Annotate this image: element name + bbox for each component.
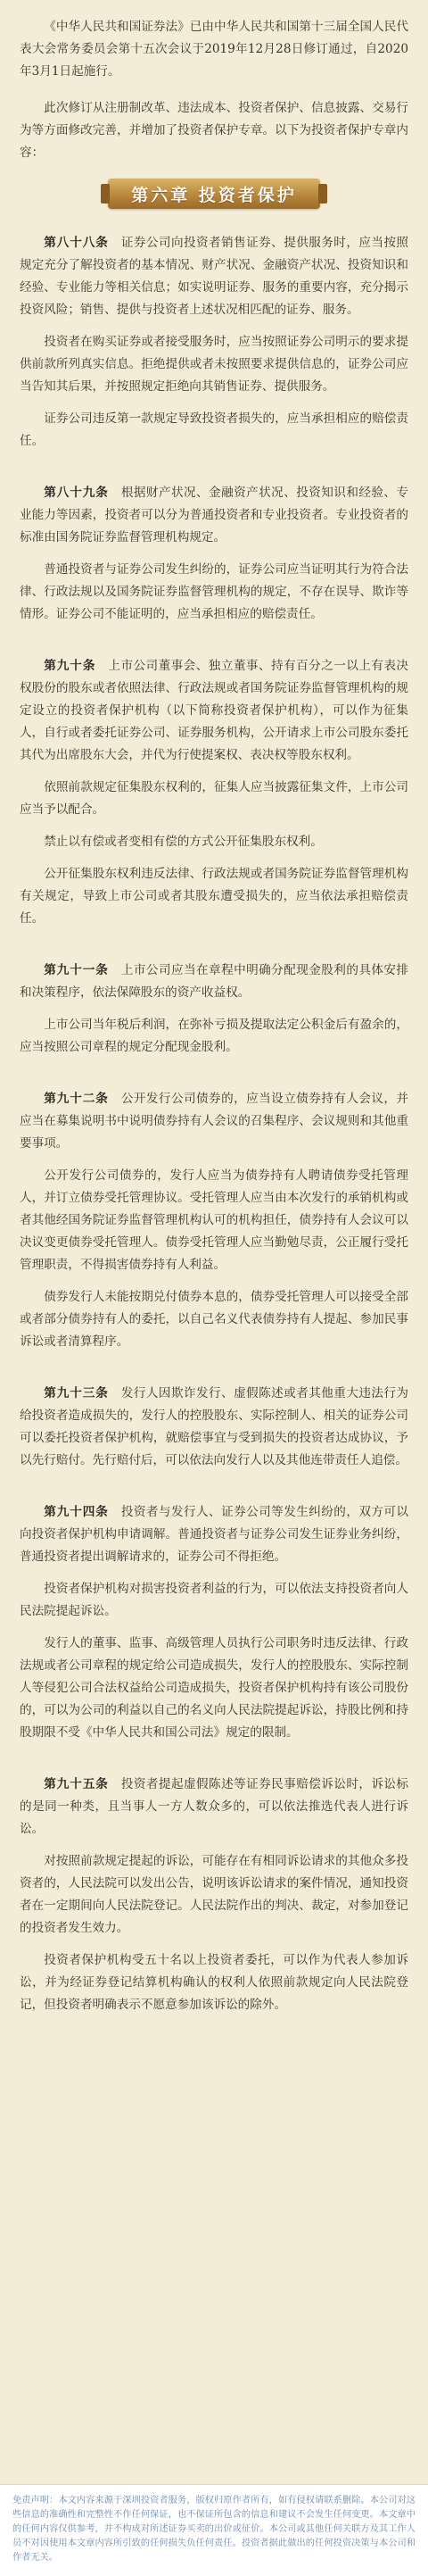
article-94-label: 第九十四条 xyxy=(44,1505,109,1519)
article-92-text-1: 公开发行公司债券的，应当设立债券持有人会议，并应当在募集说明书中说明债券持有人会议的召集程序、会议规则和其他重要事项。 xyxy=(20,1092,409,1151)
article-89-text-1: 根据财产状况、金融资产状况、投资知识和经验、专业能力等因素，投资者可以分为普通投资者和专业投资者。专业投资者的标准由国务院证券监督管理机构规定。 xyxy=(20,486,409,544)
section-gap xyxy=(20,462,408,482)
article-90-p1 xyxy=(20,655,408,767)
article-90-label: 第九十条 xyxy=(44,659,96,673)
article-90-p3: 禁止以有偿或者变相有偿的方式公开征集股东权利。 xyxy=(44,835,323,849)
article-91-text-1: 上市公司应当在章程中明确分配现金股利的具体安排和决策程序，依法保障股东的资产收益权。 xyxy=(20,963,409,1000)
article-93-p1 xyxy=(20,1383,408,1472)
article-95-label: 第九十五条 xyxy=(44,1777,109,1791)
article-93-label: 第九十三条 xyxy=(44,1386,109,1400)
article-91-p1 xyxy=(20,960,408,1004)
article-89-label: 第八十九条 xyxy=(44,486,109,500)
article-88-p1 xyxy=(20,232,408,321)
article-95-p1 xyxy=(20,1774,408,1841)
article-89-p1 xyxy=(20,482,408,549)
article-91-p2: 上市公司当年税后利润，在弥补亏损及提取法定公积金后有盈余的，应当按照公司章程的规定分配现金股利。 xyxy=(20,1018,408,1054)
disclaimer-text: 免责声明：本文内容来源于深圳投资者服务，版权归原作者所有，如有侵权请联系删除。本公司对这些信息的准确性和完整性不作任何保证，也不保证所包含的信息和建议不会发生任何变更。本文章中的任何内容仅供参考，并不构成对所述证券买卖的出价或征价。本公司或其他任何关联方及其工作人员不对因使用本文章内容所引致的任何损失负任何责任。投资者据此做出的任何投资决策与本公司和作者无关。 xyxy=(12,2496,416,2563)
section-gap xyxy=(20,1068,408,1088)
article-88-p3: 证券公司违反第一款规定导致投资者损失的，应当承担相应的赔偿责任。 xyxy=(20,411,408,448)
article-90-p2: 依照前款规定征集股东权利的，征集人应当披露征集文件，上市公司应当予以配合。 xyxy=(20,780,408,817)
article-89-p2: 普通投资者与证券公司发生纠纷的，证券公司应当证明其行为符合法律、行政法规以及国务院证券监督管理机构的规定，不存在误导、欺诈等情形。证券公司不能证明的，应当承担相应的赔偿责任。 xyxy=(20,562,408,621)
article-88-p2: 投资者在购买证券或者接受服务时，应当按照证券公司明示的要求提供前款所列真实信息。拒绝提供或者未按照要求提供信息的，证券公司应当告知其后果，并按照规定拒绝向其销售证券、提供服务。 xyxy=(20,335,408,394)
article-93-text-1: 发行人因欺诈发行、虚假陈述或者其他重大违法行为给投资者造成损失的，发行人的控股股东、实际控制人、相关的证券公司可以委托投资者保护机构，就赔偿事宜与受到损失的投资者达成协议，予以先行赔付。先行赔付后，可以依法向发行人以及其他连带责任人追偿。 xyxy=(20,1386,409,1467)
article-92-p3: 债券发行人未能按期兑付债券本息的，债券受托管理人可以接受全部或者部分债券持有人的委托，以自己名义代表债券持有人提起、参加民事诉讼或者清算程序。 xyxy=(20,1290,408,1349)
article-91-label: 第九十一条 xyxy=(44,963,109,977)
chapter-banner-title: 第六章 投资者保护 xyxy=(131,185,297,205)
article-88-label: 第八十八条 xyxy=(44,236,109,250)
article-95-p2: 对按照前款规定提起的诉讼，可能存在有相同诉讼请求的其他众多投资者的，人民法院可以发出公告，说明该诉讼请求的案件情况，通知投资者在一定期间向人民法院登记。人民法院作出的判决、裁定，对参加登记的投资者发生效力。 xyxy=(20,1854,408,1935)
section-gap xyxy=(20,1754,408,1774)
article-92-p2: 公开发行公司债券的，发行人应当为债券持有人聘请债券受托管理人，并订立债券受托管理协议。受托管理人应当由本次发行的承销机构或者其他经国务院证券监督管理机构认可的机构担任，债券持有人会议可以决议变更债券受托管理人。债券受托管理人应当勤勉尽责，公正履行受托管理职责，不得损害债券持有人利益。 xyxy=(20,1168,408,1272)
chapter-banner-wrap xyxy=(20,179,408,209)
article-95-p3: 投资者保护机构受五十名以上投资者委托，可以作为代表人参加诉讼，并为经证券登记结算机构确认的权利人依照前款规定向人民法院登记，但投资者明确表示不愿意参加该诉讼的除外。 xyxy=(20,1953,408,2012)
article-94-p2: 投资者保护机构对损害投资者利益的行为，可以依法支持投资者向人民法院提起诉讼。 xyxy=(20,1582,408,1618)
article-94-text-1: 投资者与发行人、证券公司等发生纠纷的，双方可以向投资者保护机构申请调解。普通投资者与证券公司发生证券业务纠纷，普通投资者提出调解请求的，证券公司不得拒绝。 xyxy=(20,1505,409,1564)
disclaimer-box xyxy=(0,2484,428,2576)
article-90-text-1: 上市公司董事会、独立董事、持有百分之一以上有表决权股份的股东或者依照法律、行政法规或者国务院证券监督管理机构的规定设立的投资者保护机构（以下简称投资者保护机构），可以作为征集人，自行或者委托证券公司、证券服务机构，公开请求上市公司股东委托其代为出席股东大会，并代为行使提案权、表决权等股东权利。 xyxy=(20,659,409,762)
intro-paragraph-1: 《中华人民共和国证券法》已由中华人民共和国第十三届全国人民代表大会常务委员会第十五次会议于2019年12月28日修订通过，自2020年3月1日起施行。 xyxy=(20,20,408,79)
section-gap xyxy=(20,940,408,960)
article-90-p4: 公开征集股东权利违反法律、行政法规或者国务院证券监督管理机构有关规定，导致上市公司或者其股东遭受损失的，应当依法承担赔偿责任。 xyxy=(20,867,408,926)
chapter-banner xyxy=(108,179,320,209)
intro-paragraph-2: 此次修订从注册制改革、违法成本、投资者保护、信息披露、交易行为等方面修改完善，并增加了投资者保护专章。以下为投资者保护专章内容： xyxy=(20,101,408,160)
article-92-p1 xyxy=(20,1088,408,1155)
section-gap xyxy=(20,1363,408,1383)
article-94-p1 xyxy=(20,1501,408,1568)
article-92-label: 第九十二条 xyxy=(44,1092,109,1106)
article-95-text-1: 投资者提起虚假陈述等证券民事赔偿诉讼时，诉讼标的是同一种类，且当事人一方人数众多的，可以依法推选代表人进行诉讼。 xyxy=(20,1777,409,1836)
section-gap xyxy=(20,636,408,655)
section-gap xyxy=(20,1482,408,1501)
article-94-p3: 发行人的董事、监事、高级管理人员执行公司职务时违反法律、行政法规或者公司章程的规定给公司造成损失，发行人的控股股东、实际控制人等侵犯公司合法权益给公司造成损失，投资者保护机构持有该公司股份的，可以为公司的利益以自己的名义向人民法院提起诉讼，持股比例和持股期限不受《中华人民共和国公司法》规定的限制。 xyxy=(20,1636,408,1740)
article-88-text-1: 证券公司向投资者销售证券、提供服务时，应当按照规定充分了解投资者的基本情况、财产状况、金融资产状况、投资知识和经验、专业能力等相关信息；如实说明证券、服务的重要内容，充分揭示投资风险；销售、提供与投资者上述状况相匹配的证券、服务。 xyxy=(20,236,409,317)
